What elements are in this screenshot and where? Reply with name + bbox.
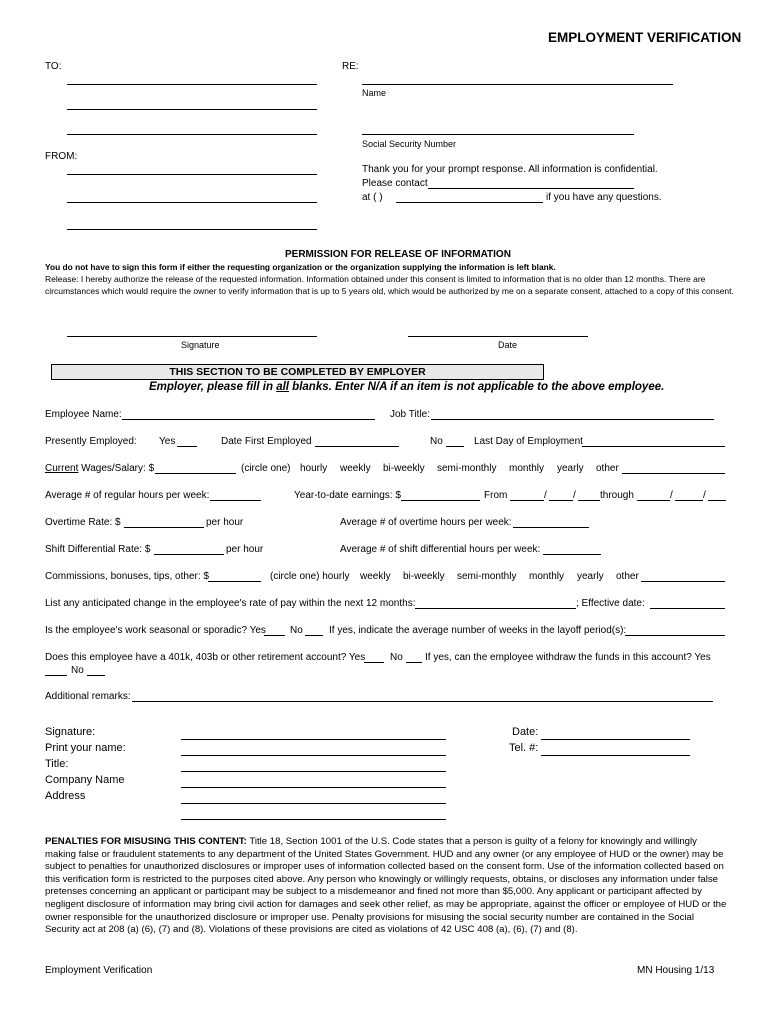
ytd-label: Year-to-date earnings: $ bbox=[294, 490, 401, 501]
sig-print-name-field[interactable] bbox=[181, 755, 446, 756]
layoff-weeks-label: If yes, indicate the average number of weeks in the layoff period(s): bbox=[329, 625, 627, 636]
ytd-through-month[interactable] bbox=[637, 500, 670, 501]
anticipated-label: List any anticipated change in the employee's rate of pay within the next 12 months: bbox=[45, 598, 416, 609]
re-ssn-line[interactable] bbox=[362, 134, 634, 135]
presently-yes-field[interactable] bbox=[177, 446, 197, 447]
seasonal-yes-field[interactable] bbox=[264, 635, 285, 636]
ytd-through-day[interactable] bbox=[675, 500, 703, 501]
ytd-from-year[interactable] bbox=[578, 500, 600, 501]
permission-signature-caption: Signature bbox=[181, 340, 220, 350]
additional-remarks-label: Additional remarks: bbox=[45, 691, 131, 702]
footer-right: MN Housing 1/13 bbox=[637, 965, 715, 976]
employer-section-header bbox=[51, 364, 544, 380]
sig-title-field[interactable] bbox=[181, 771, 446, 772]
sig-signature-field[interactable] bbox=[181, 739, 446, 740]
penalties-heading: PENALTIES FOR MISUSING THIS CONTENT: bbox=[45, 836, 247, 847]
withdraw-no-label: No bbox=[71, 665, 84, 676]
commissions-circle-hourly: (circle one) hourly bbox=[270, 571, 350, 582]
job-title-field[interactable] bbox=[431, 419, 714, 420]
from-line-3[interactable] bbox=[67, 229, 317, 230]
overtime-rate-label: Overtime Rate: $ bbox=[45, 517, 121, 528]
retirement-no-field[interactable] bbox=[406, 662, 422, 663]
phone-area-label: at ( ) bbox=[362, 192, 383, 203]
seasonal-label: Is the employee's work seasonal or sporadic? Yes bbox=[45, 625, 266, 636]
commissions-yearly-option[interactable]: yearly bbox=[577, 571, 604, 582]
withdraw-label: If yes, can the employee withdraw the funds in this account? Yes bbox=[425, 652, 711, 663]
overtime-per-hour: per hour bbox=[206, 517, 244, 528]
avg-overtime-field[interactable] bbox=[513, 527, 589, 528]
avg-overtime-label: Average # of overtime hours per week: bbox=[340, 517, 512, 528]
avg-shift-field[interactable] bbox=[543, 554, 601, 555]
commissions-semimonthly-option[interactable]: semi-monthly bbox=[457, 571, 517, 582]
permission-bold-note: You do not have to sign this form if either the requesting organization or the organization supplying the information is left blank. bbox=[45, 262, 556, 272]
shift-diff-field[interactable] bbox=[154, 554, 224, 555]
wages-other-field[interactable] bbox=[622, 473, 725, 474]
ytd-from-day[interactable] bbox=[549, 500, 573, 501]
commissions-field[interactable] bbox=[208, 581, 261, 582]
permission-title: PERMISSION FOR RELEASE OF INFORMATION bbox=[285, 249, 511, 260]
commissions-label: Commissions, bonuses, tips, other: $ bbox=[45, 571, 209, 582]
presently-employed-label: Presently Employed: bbox=[45, 436, 137, 447]
wages-field[interactable] bbox=[155, 473, 236, 474]
ytd-through-label: through bbox=[600, 490, 634, 501]
layoff-weeks-field[interactable] bbox=[625, 635, 725, 636]
release-text: Release: I hereby authorize the release of the requested information. Information obtained under this consent is limited to information that is no older than 12 months. There are circumstances which would require the owner to verify information that is up to 5 years old, which would be authorized by me on a separate consent, attached to a copy of this consent. bbox=[45, 274, 734, 296]
retirement-label: Does this employee have a 401k, 403b or other retirement account? Yes bbox=[45, 652, 366, 663]
sig-title-label: Title: bbox=[45, 758, 69, 770]
sig-print-name-label: Print your name: bbox=[45, 742, 126, 754]
retirement-no-label: No bbox=[390, 652, 403, 663]
please-contact-label: Please contact bbox=[362, 178, 428, 189]
sig-tel-field[interactable] bbox=[541, 755, 690, 756]
commissions-other-option[interactable]: other bbox=[616, 571, 639, 582]
effective-date-label: ; Effective date: bbox=[576, 598, 645, 609]
penalties-text: Title 18, Section 1001 of the U.S. Code states that a person is guilty of a felony for knowingly and willingly making false or fraudulent statements to any department of the United States Government. HUD and any owner (or any employee of HUD or the owner) may be subject to penalties for unauthorized disclosures or improper uses of information collected based on the consent form. Use of the information collected based on this verification form is restricted to the purposes cited above. Any person who knowingly or willingly requests, obtains, or discloses any information under false pretenses concerning an applicant or participant may be subject to a misdemeanor and fined not more than $5,000. Any applicant or participant affected by negligent disclosure of information may bring civil action for damages and seek other relief, as may be appropriate, against the officer or employee of HUD or the owner responsible for the unauthorized disclosure or improper use. Penalty provisions for misusing the social security number are contained in the Social Security act at 208 (a) (6), (7) and (8). Violations of these provisions are cited as violations of 42 USC 408 (a), (6), (7) and (8). bbox=[45, 836, 727, 936]
from-line-1[interactable] bbox=[67, 174, 317, 175]
slash-sep: / bbox=[544, 490, 547, 501]
wages-semimonthly-option[interactable]: semi-monthly bbox=[437, 463, 497, 474]
ytd-through-year[interactable] bbox=[708, 500, 726, 501]
sig-address-field-2[interactable] bbox=[181, 819, 446, 820]
sig-address-field-1[interactable] bbox=[181, 803, 446, 804]
sig-date-label: Date: bbox=[512, 726, 539, 738]
ytd-field[interactable] bbox=[401, 500, 480, 501]
anticipated-field[interactable] bbox=[415, 608, 576, 609]
contact-name-line[interactable] bbox=[428, 188, 634, 189]
re-name-line[interactable] bbox=[362, 84, 673, 85]
presently-yes-label: Yes bbox=[159, 436, 176, 447]
sig-date-field[interactable] bbox=[541, 739, 690, 740]
job-title-label: Job Title: bbox=[390, 409, 431, 420]
seasonal-no-field[interactable] bbox=[305, 635, 323, 636]
sig-address-label: Address bbox=[45, 790, 86, 802]
slash-sep: / bbox=[670, 490, 673, 501]
wages-other-option[interactable]: other bbox=[596, 463, 619, 474]
effective-date-field[interactable] bbox=[650, 608, 725, 609]
presently-no-field[interactable] bbox=[446, 446, 464, 447]
instr-all: all bbox=[276, 381, 289, 393]
date-first-label: Date First Employed bbox=[221, 436, 312, 447]
thanks-text: Thank you for your prompt response. All information is confidential. bbox=[362, 164, 658, 175]
seasonal-no-label: No bbox=[290, 625, 303, 636]
current-wages-label bbox=[45, 463, 154, 474]
page-title: EMPLOYMENT VERIFICATION bbox=[548, 30, 742, 45]
sig-company-field[interactable] bbox=[181, 787, 446, 788]
last-day-field[interactable] bbox=[582, 446, 725, 447]
wages-biweekly-option[interactable]: bi-weekly bbox=[383, 463, 425, 474]
instr-post: blanks. Enter N/A if an item is not applicable to the above employee. bbox=[288, 381, 665, 393]
employee-name-field[interactable] bbox=[122, 419, 375, 420]
last-day-label: Last Day of Employment bbox=[474, 436, 583, 447]
sig-company-label: Company Name bbox=[45, 774, 125, 786]
re-label: RE: bbox=[342, 61, 359, 72]
permission-signature-line[interactable] bbox=[67, 336, 317, 337]
commissions-biweekly-option[interactable]: bi-weekly bbox=[403, 571, 445, 582]
commissions-weekly-option[interactable]: weekly bbox=[360, 571, 391, 582]
from-line-2[interactable] bbox=[67, 202, 317, 203]
wages-yearly-option[interactable]: yearly bbox=[557, 463, 584, 474]
penalties-paragraph bbox=[45, 836, 730, 937]
to-line-2[interactable] bbox=[67, 109, 317, 110]
sig-tel-label: Tel. #: bbox=[509, 742, 539, 754]
from-label: FROM: bbox=[45, 151, 78, 162]
footer-left: Employment Verification bbox=[45, 965, 153, 976]
presently-no-label: No bbox=[430, 436, 443, 447]
wages-circle-one: (circle one) bbox=[241, 463, 291, 474]
to-line-1[interactable] bbox=[67, 84, 317, 85]
ssn-caption: Social Security Number bbox=[362, 139, 457, 149]
shift-per-hour: per hour bbox=[226, 544, 264, 555]
current-word: Current bbox=[45, 463, 79, 474]
permission-date-line[interactable] bbox=[408, 336, 588, 337]
withdraw-yes-field[interactable] bbox=[45, 675, 67, 676]
avg-regular-label: Average # of regular hours per week: bbox=[45, 490, 210, 501]
avg-regular-field[interactable] bbox=[210, 500, 261, 501]
employee-name-label: Employee Name: bbox=[45, 409, 122, 420]
wages-monthly-option[interactable]: monthly bbox=[509, 463, 545, 474]
slash-sep: / bbox=[573, 490, 576, 501]
permission-date-caption: Date bbox=[498, 340, 518, 350]
wages-weekly-option[interactable]: weekly bbox=[340, 463, 371, 474]
retirement-yes-field[interactable] bbox=[364, 662, 384, 663]
to-line-3[interactable] bbox=[67, 134, 317, 135]
wages-word: Wages/Salary: $ bbox=[81, 463, 155, 474]
slash-sep: / bbox=[703, 490, 706, 501]
employer-instructions bbox=[149, 381, 664, 393]
employer-section-title: THIS SECTION TO BE COMPLETED BY EMPLOYER bbox=[169, 366, 426, 378]
avg-shift-label: Average # of shift differential hours per week: bbox=[340, 544, 541, 555]
overtime-rate-field[interactable] bbox=[124, 527, 204, 528]
ytd-from-label: From bbox=[484, 490, 508, 501]
contact-phone-line[interactable] bbox=[396, 202, 543, 203]
wages-hourly-option[interactable]: hourly bbox=[300, 463, 328, 474]
instr-pre: Employer, please fill in bbox=[149, 381, 277, 393]
date-first-field[interactable] bbox=[315, 446, 399, 447]
additional-remarks-field[interactable] bbox=[132, 701, 713, 702]
to-label: TO: bbox=[45, 61, 62, 72]
shift-diff-label: Shift Differential Rate: $ bbox=[45, 544, 151, 555]
commissions-monthly-option[interactable]: monthly bbox=[529, 571, 565, 582]
commissions-other-field[interactable] bbox=[641, 581, 725, 582]
withdraw-no-field[interactable] bbox=[87, 675, 105, 676]
name-caption: Name bbox=[362, 88, 387, 98]
ytd-from-month[interactable] bbox=[510, 500, 544, 501]
sig-signature-label: Signature: bbox=[45, 726, 96, 738]
questions-text: if you have any questions. bbox=[546, 192, 662, 203]
